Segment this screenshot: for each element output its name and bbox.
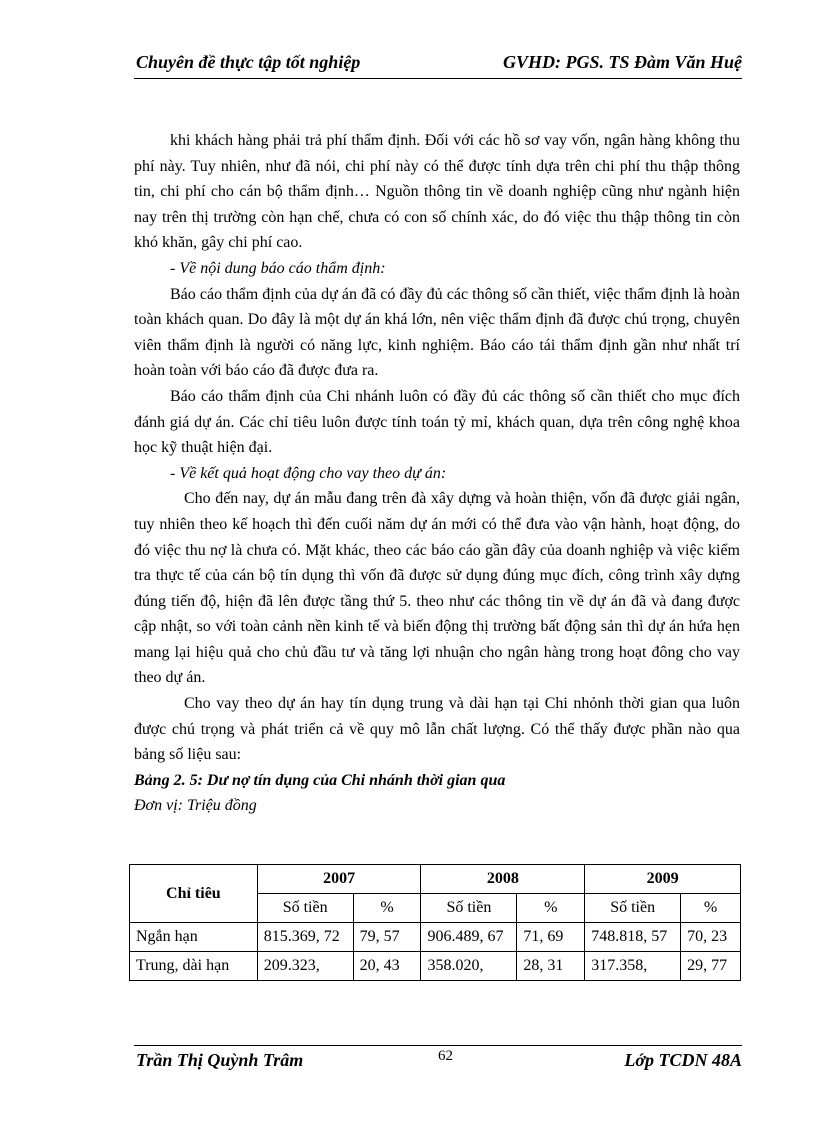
- table-caption: Bảng 2. 5: Dư nợ tín dụng của Chi nhánh thời gian qua: [134, 771, 506, 789]
- row-label: Ngắn hạn: [130, 923, 258, 952]
- table-cell: 70, 23: [681, 923, 741, 952]
- amount-header: Số tiền: [585, 894, 681, 923]
- amount-header: Số tiền: [257, 894, 353, 923]
- table-header-row: [130, 865, 741, 894]
- paragraph-2: Báo cáo thẩm định của dự án đã có đầy đủ các thông số cần thiết, việc thẩm định là hoàn toàn khách quan. Do đây là một dự án khá lớn, nên việc thẩm định đã được chú trọng, chuyên viên thẩm định là người có năng lực, kinh nghiệm. Báo cáo tái thẩm định gần như nhất trí hoàn toàn với báo cáo đã được đưa ra.: [134, 285, 740, 380]
- footer-author: Trần Thị Quỳnh Trâm: [136, 1050, 304, 1070]
- table-cell: 906.489, 67: [421, 923, 517, 952]
- table-cell: 748.818, 57: [585, 923, 681, 952]
- page-footer: [134, 1045, 742, 1076]
- paragraph-5: Cho vay theo dự án hay tín dụng trung và dài hạn tại Chi nhỏnh thời gian qua luôn được chú trọng và phát triển cả về quy mô lẫn chất lượng. Có thể thấy được phần nào qua bảng số liệu sau:: [134, 695, 740, 764]
- year-header: 2008: [421, 865, 585, 894]
- paragraph-3: Báo cáo thẩm định của Chi nhánh luôn có đầy đủ các thông số cần thiết cho mục đích đánh giá dự án. Các chỉ tiêu luôn được tính toán tỷ mỉ, khách quan, dựa trên công nghệ khoa học kỹ thuật hiện đại.: [134, 387, 740, 457]
- pct-header: %: [353, 894, 421, 923]
- pct-header: %: [681, 894, 741, 923]
- table-cell: 358.020,: [421, 952, 517, 981]
- year-header: 2009: [585, 865, 741, 894]
- table-cell: 29, 77: [681, 952, 741, 981]
- section-heading-content: - Về nội dung báo cáo thẩm định:: [170, 259, 386, 277]
- page-number: 62: [438, 1048, 453, 1064]
- table-cell: 209.323,: [257, 952, 353, 981]
- table-unit: Đơn vị: Triệu đồng: [134, 797, 257, 815]
- paragraph-1: khi khách hàng phải trả phí thẩm định. Đối với các hồ sơ vay vốn, ngân hàng không thu phí này. Tuy nhiên, như đã nói, chi phí này có thể được tính dựa trên chi phí thu thập thông tin, chi phí cho cán bộ thẩm định… Nguồn thông tin về doanh nghiệp cũng như ngành hiện nay trên thị trường còn hạn chế, chưa có con số chính xác, do đó việc thu thập thông tin còn khó khăn, gây chi phí cao.: [134, 132, 740, 252]
- table-cell: 815.369, 72: [257, 923, 353, 952]
- row-header: Chỉ tiêu: [130, 865, 258, 923]
- table-cell: 28, 31: [517, 952, 585, 981]
- table-cell: 20, 43: [353, 952, 421, 981]
- table-cell: 79, 57: [353, 923, 421, 952]
- document-body: [134, 128, 740, 819]
- year-header: 2007: [257, 865, 421, 894]
- table-cell: 317.358,: [585, 952, 681, 981]
- amount-header: Số tiền: [421, 894, 517, 923]
- table-cell: 71, 69: [517, 923, 585, 952]
- section-heading-results: - Về kết quả hoạt động cho vay theo dự án:: [170, 464, 447, 482]
- header-advisor: GVHD: PGS. TS Đàm Văn Huệ: [502, 52, 742, 72]
- pct-header: %: [517, 894, 585, 923]
- header-title: Chuyên đề thực tập tốt nghiệp: [136, 52, 361, 72]
- credit-table: [129, 864, 741, 981]
- paragraph-4: Cho đến nay, dự án mẫu đang trên đà xây dựng và hoàn thiện, vốn đã được giải ngân, tuy nhiên theo kế hoạch thì đến cuối năm dự án mới có thể đưa vào vận hành, hoạt động, do đó việc thu nợ là chưa có. Mặt khác, theo các báo cáo gần đây của doanh nghiệp và việc kiểm tra thực tế của cán bộ tín dụng thì vốn đã được sử dụng đúng mục đích, công trình xây dựng đúng tiến độ, hiện đã lên được tầng thứ 5. theo như các thông tin về dự án đã và đang được cập nhật, so với toàn cảnh nền kinh tế và biến động thị trường bất động sản thì dự án hứa hẹn mang lại hiệu quả cho chủ đầu tư và tăng lợi nhuận cho ngân hàng trong hoạt đông cho vay theo dự án.: [134, 490, 740, 687]
- row-label: Trung, dài hạn: [130, 952, 258, 981]
- table-row: [130, 923, 741, 952]
- footer-class: Lớp TCDN 48A: [624, 1050, 742, 1070]
- page-header: [134, 52, 742, 79]
- table-row: [130, 952, 741, 981]
